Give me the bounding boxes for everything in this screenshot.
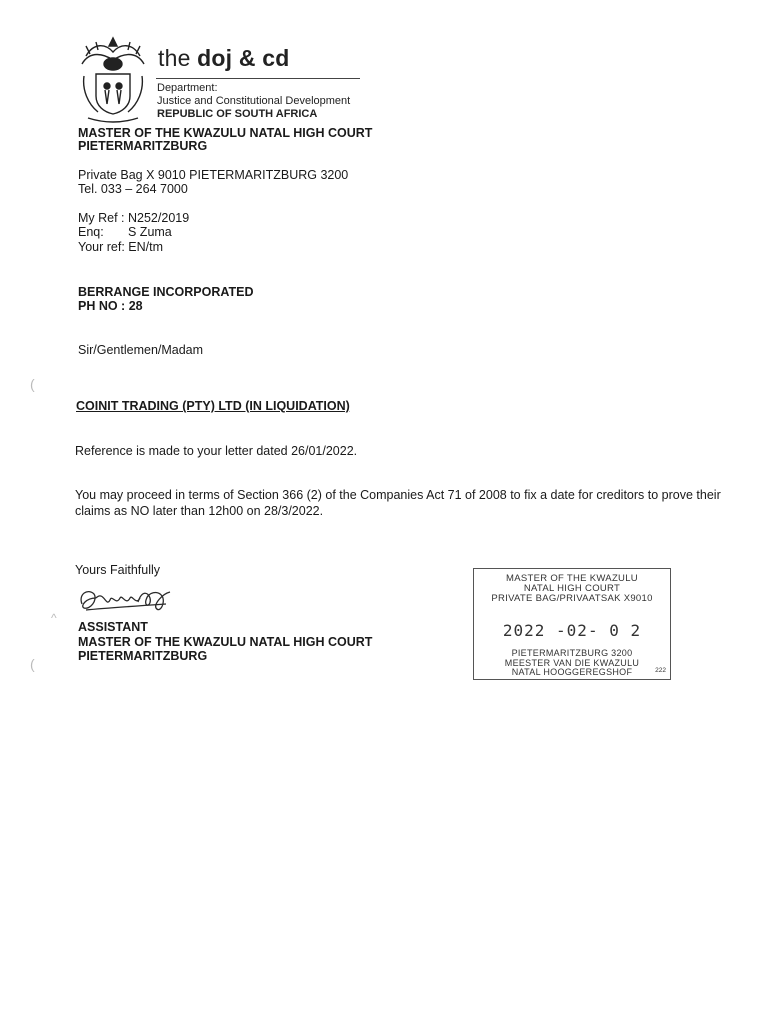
body-paragraph-1: Reference is made to your letter dated 26/01/2022. <box>75 444 358 458</box>
sender-office: MASTER OF THE KWAZULU NATAL HIGH COURT <box>78 126 373 140</box>
signatory-city: PIETERMARITZBURG <box>78 649 208 663</box>
country-name: REPUBLIC OF SOUTH AFRICA <box>157 108 318 120</box>
sender-city: PIETERMARITZBURG <box>78 139 208 153</box>
handwritten-signature <box>76 584 176 618</box>
closing-line: Yours Faithfully <box>75 563 160 577</box>
signatory-title: ASSISTANT <box>78 620 148 634</box>
enquiries-label: Enq: <box>78 225 104 239</box>
sender-address: Private Bag X 9010 PIETERMARITZBURG 3200 <box>78 168 349 182</box>
stamp-footer: PIETERMARITZBURG 3200 MEESTER VAN DIE KWAZULU NATAL HOOGGEREGSHOF <box>504 648 640 677</box>
letterhead-divider <box>156 78 360 79</box>
department-block <box>157 82 350 121</box>
department-name: Justice and Constitutional Development <box>157 95 351 107</box>
recipient-ph-number: PH NO : 28 <box>78 299 143 313</box>
signatory-office: MASTER OF THE KWAZULU NATAL HIGH COURT <box>78 635 373 649</box>
body-paragraph-2: You may proceed in terms of Section 366 (2) of the Companies Act 71 of 2008 to fix a date for creditors to prove their claims as NO later than 12h00 on 28/3/2022. <box>75 488 721 518</box>
salutation: Sir/Gentlemen/Madam <box>78 343 204 357</box>
brand-logo-text: the doj & cd <box>158 45 290 71</box>
enquiries-name: S Zuma <box>128 225 172 239</box>
sender-phone: Tel. 033 – 264 7000 <box>78 182 188 196</box>
enquiries-line <box>78 225 172 240</box>
my-reference: My Ref : N252/2019 <box>78 211 190 225</box>
subject-line: COINIT TRADING (PTY) LTD (IN LIQUIDATION) <box>76 399 350 413</box>
stamp-date: 2022 -02- 0 2 <box>502 621 642 640</box>
stamp-header: MASTER OF THE KWAZULU NATAL HIGH COURT PRIVATE BAG/PRIVAATSAK X9010 <box>491 573 653 604</box>
department-label: Department: <box>157 82 218 94</box>
punch-hole-mark: ( <box>30 376 35 392</box>
your-reference: Your ref: EN/tm <box>78 240 163 254</box>
recipient-name: BERRANGE INCORPORATED <box>78 285 254 299</box>
punch-hole-mark: ( <box>30 656 35 672</box>
official-date-stamp <box>473 568 671 680</box>
stamp-code: 222 <box>655 667 666 674</box>
margin-mark: ^ <box>51 611 57 625</box>
coat-of-arms-icon <box>76 34 150 124</box>
